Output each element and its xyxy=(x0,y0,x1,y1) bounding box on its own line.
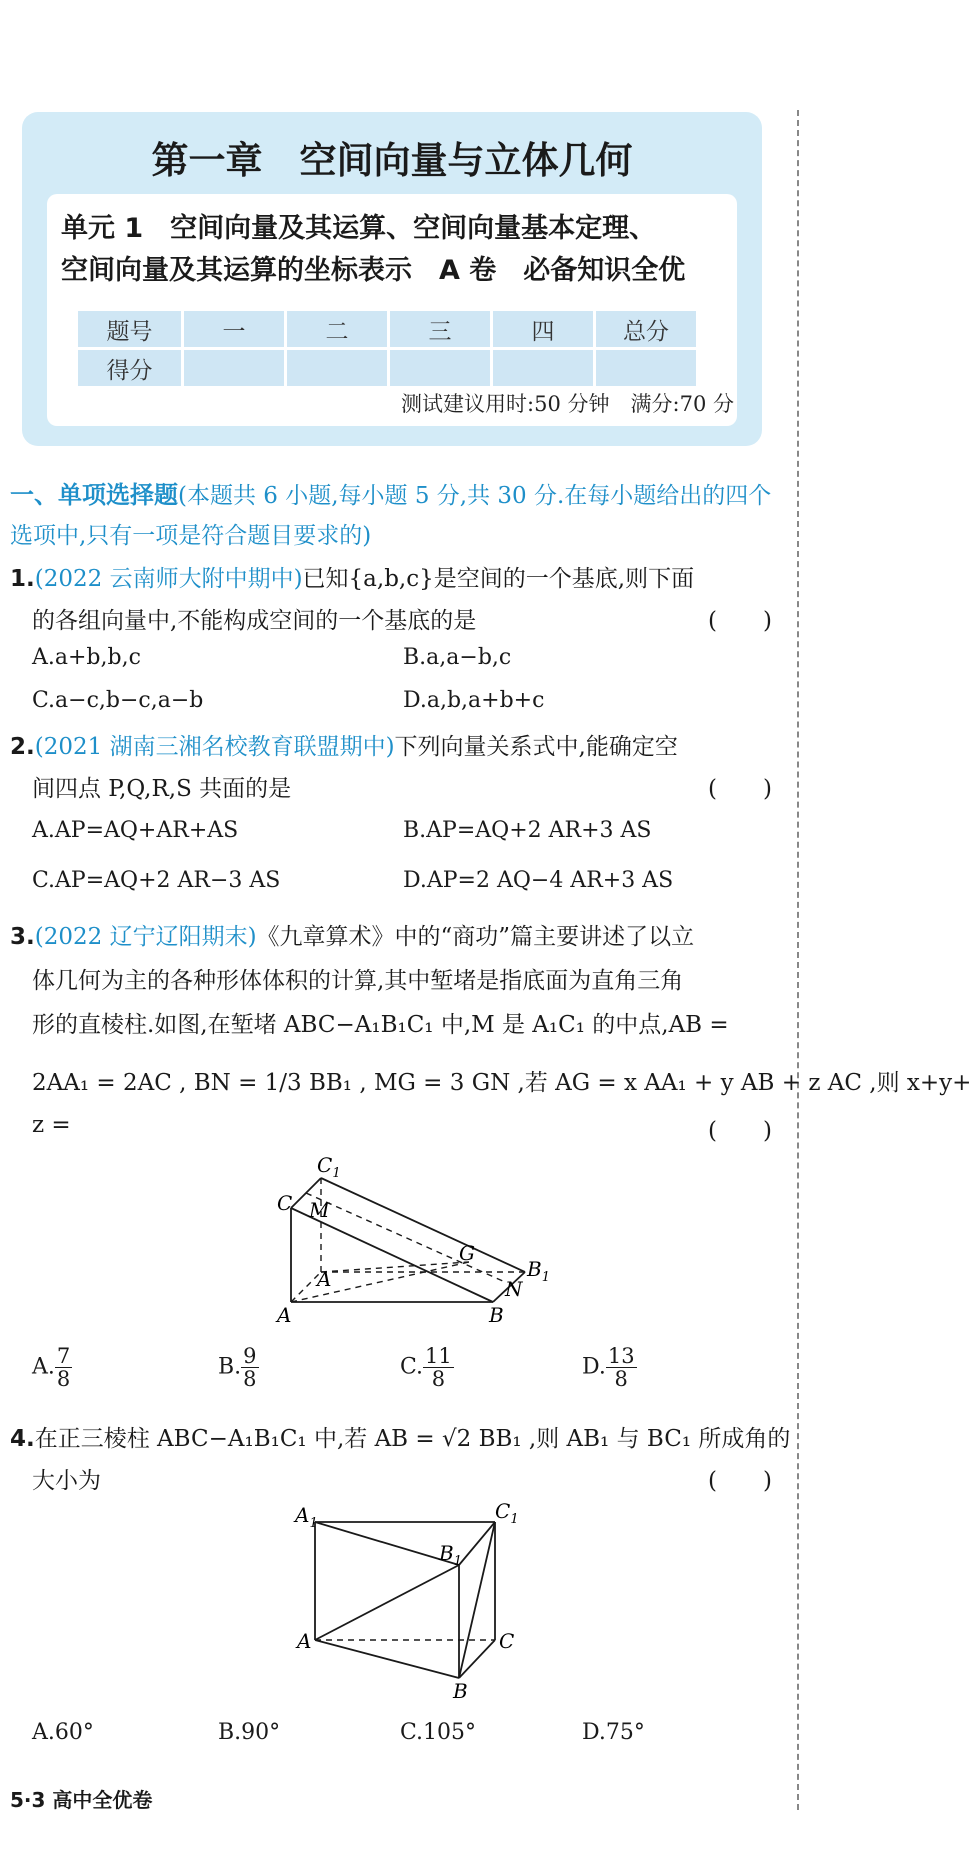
q3-option-b-num: 9 xyxy=(243,1344,257,1368)
q1-option-c: C.a−c,b−c,a−b xyxy=(32,688,204,713)
cell-label-qnum: 题号 xyxy=(78,311,181,347)
q1-stem-1: 已知{a,b,c}是空间的一个基底,则下面 xyxy=(302,566,695,592)
cell-total: 总分 xyxy=(596,311,696,347)
q4-line1 xyxy=(10,1420,790,1453)
q3-stem-2: 体几何为主的各种形体体积的计算,其中堑堵是指底面为直角三角 xyxy=(32,968,684,994)
label-C1: $C_1$ xyxy=(317,1153,341,1181)
q4-number: 4. xyxy=(10,1426,35,1452)
label-G: G xyxy=(459,1241,475,1265)
q2-source: (2021 湖南三湘名校教育联盟期中) xyxy=(34,734,395,760)
chapter-title: 第一章 空间向量与立体几何 xyxy=(151,139,633,182)
q4-option-a: A.60° xyxy=(32,1720,94,1745)
q2-line1 xyxy=(10,728,678,761)
q4-prism-figure xyxy=(285,1499,525,1703)
q4-stem-1: 在正三棱柱 ABC−A₁B₁C₁ 中,若 AB = √2 BB₁ ,则 AB₁ 与 BC₁ 所成角的 xyxy=(34,1426,791,1452)
q3-option-c-label: C. xyxy=(400,1354,424,1380)
label-A: A xyxy=(277,1303,292,1327)
q3-answer-blank[interactable]: ( ) xyxy=(708,1118,772,1144)
label-B1: $B_1$ xyxy=(439,1541,462,1569)
cell-section-3: 三 xyxy=(390,311,490,347)
label-M: M xyxy=(309,1198,330,1222)
label-B: B xyxy=(453,1679,468,1703)
page-fold-line xyxy=(797,110,799,1810)
q3-option-a-label: A. xyxy=(32,1354,55,1380)
score-input-total[interactable] xyxy=(596,350,696,386)
q3-option-a-den: 8 xyxy=(56,1367,71,1392)
label-C: C xyxy=(499,1629,515,1653)
score-table-score-row xyxy=(78,350,696,386)
label-N: N xyxy=(505,1277,523,1301)
q3-number: 3. xyxy=(10,924,35,950)
q3-option-b xyxy=(218,1345,259,1390)
q4-answer-blank[interactable]: ( ) xyxy=(708,1468,772,1494)
section-description: (本题共 6 小题,每小题 5 分,共 30 分.在每小题给出的四个选项中,只有一项是符合题目要求的) xyxy=(10,483,772,549)
q3-option-a xyxy=(32,1345,72,1390)
q1-stem-2: 的各组向量中,不能构成空间的一个基底的是 xyxy=(32,608,477,634)
cell-section-2: 二 xyxy=(287,311,387,347)
q3-option-d-label: D. xyxy=(582,1354,606,1380)
q3-option-d-num: 13 xyxy=(607,1344,635,1368)
q3-option-b-fraction xyxy=(241,1345,258,1390)
q3-option-c-num: 11 xyxy=(425,1344,452,1368)
q1-option-b: B.a,a−b,c xyxy=(403,645,512,670)
cell-label-score: 得分 xyxy=(78,350,181,386)
page-footer: 5·3 高中全优卷 xyxy=(10,1788,153,1812)
q1-source: (2022 云南师大附中期中) xyxy=(34,566,303,592)
label-C: C xyxy=(277,1191,293,1215)
q3-option-d-fraction xyxy=(606,1345,637,1390)
q3-stem-5: z = xyxy=(32,1112,71,1138)
q2-stem-2: 间四点 P,Q,R,S 共面的是 xyxy=(32,776,292,802)
q4-stem-2: 大小为 xyxy=(32,1468,101,1494)
label-A1: $A_1$ xyxy=(295,1503,318,1531)
q3-stem-3: 形的直棱柱.如图,在堑堵 ABC−A₁B₁C₁ 中,M 是 A₁C₁ 的中点,AB = xyxy=(32,1012,729,1038)
q3-line1 xyxy=(10,918,694,951)
q1-option-d: D.a,b,a+b+c xyxy=(403,688,545,713)
q2-number: 2. xyxy=(10,734,35,760)
label-C1: $C_1$ xyxy=(495,1499,519,1527)
score-input-3[interactable] xyxy=(390,350,490,386)
label-A1: A xyxy=(317,1267,332,1291)
q1-line1 xyxy=(10,560,694,593)
q3-option-d-den: 8 xyxy=(614,1367,628,1392)
unit-title-line2: 空间向量及其运算的坐标表示 A 卷 必备知识全优 xyxy=(61,255,686,286)
q3-option-a-fraction xyxy=(55,1345,72,1390)
chapter-header-card xyxy=(22,112,762,446)
q3-option-b-den: 8 xyxy=(243,1367,257,1392)
score-table-header-row xyxy=(78,311,696,347)
score-input-1[interactable] xyxy=(184,350,284,386)
q4-option-d: D.75° xyxy=(582,1720,645,1745)
unit-title-line1: 单元 1 空间向量及其运算、空间向量基本定理、 xyxy=(61,213,657,244)
q3-option-a-num: 7 xyxy=(56,1344,71,1368)
q3-source: (2022 辽宁辽阳期末) xyxy=(34,924,257,950)
q2-stem-1: 下列向量关系式中,能确定空 xyxy=(394,734,678,760)
q3-option-b-label: B. xyxy=(218,1354,242,1380)
score-input-2[interactable] xyxy=(287,350,387,386)
label-A: A xyxy=(297,1629,312,1653)
q2-option-b: B.AP=AQ+2 AR+3 AS xyxy=(403,818,652,843)
section-title: 一、单项选择题 xyxy=(10,481,178,509)
q2-option-d: D.AP=2 AQ−4 AR+3 AS xyxy=(403,868,674,893)
score-table xyxy=(75,308,699,389)
cell-section-1: 一 xyxy=(184,311,284,347)
label-B1: $B_1$ xyxy=(527,1257,550,1285)
cell-section-4: 四 xyxy=(493,311,593,347)
q3-stem-1: 《九章算术》中的“商功”篇主要讲述了以立 xyxy=(256,924,695,950)
q3-stem-4: 2AA₁ = 2AC , BN = 1/3 BB₁ , MG = 3 GN ,若 AG = x AA₁ + y AB + z AC ,则 x+y+ xyxy=(32,1070,971,1096)
score-input-4[interactable] xyxy=(493,350,593,386)
q3-option-d xyxy=(582,1345,637,1390)
q3-option-c xyxy=(400,1345,454,1390)
q2-option-c: C.AP=AQ+2 AR−3 AS xyxy=(32,868,281,893)
q1-answer-blank[interactable]: ( ) xyxy=(708,608,772,634)
test-info: 测试建议用时:50 分钟 满分:70 分 xyxy=(401,392,734,416)
q2-option-a: A.AP=AQ+AR+AS xyxy=(32,818,239,843)
q3-option-c-den: 8 xyxy=(431,1367,446,1392)
q3-option-c-fraction xyxy=(423,1345,454,1390)
section-heading xyxy=(10,475,785,556)
q3-prism-figure xyxy=(255,1148,565,1328)
q1-number: 1. xyxy=(10,566,35,592)
q4-option-b: B.90° xyxy=(218,1720,281,1745)
q2-answer-blank[interactable]: ( ) xyxy=(708,776,772,802)
q4-option-c: C.105° xyxy=(400,1720,477,1745)
q1-option-a: A.a+b,b,c xyxy=(32,645,141,670)
label-B: B xyxy=(489,1303,504,1327)
